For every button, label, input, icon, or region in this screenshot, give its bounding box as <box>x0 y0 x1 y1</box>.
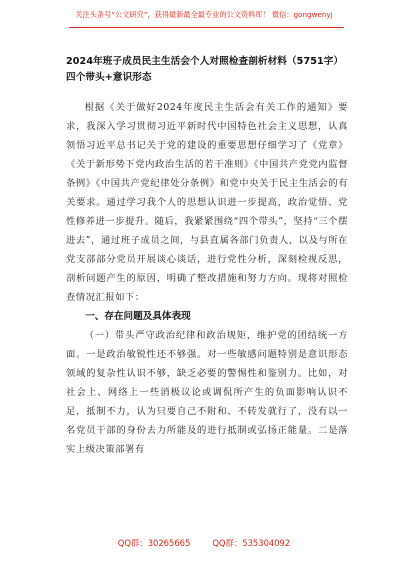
header-divider <box>69 27 344 28</box>
section-paragraph: （一）带头严守政治纪律和政治规矩，维护党的团结统一方面。一是政治敏锐性还不够强。对一些敏感问题特别是意识形态领域的复杂性认识不够，缺乏必要的警惕性和鉴别力。比如，对社会上、网络上一些消极议论或调侃所产生的负面影响认识不足，抵制不力，认为只要自己不附和、不转发就行了，没有以一名党员干部的身份去力所能及的进行抵制或弘扬正能量。二是落实上级决策部署有 <box>66 330 348 455</box>
document-title: 2024年班子成员民主生活会个人对照检查剖析材料（5751字）四个带头+意识形态 <box>66 56 344 83</box>
intro-paragraph: 根据《关于做好2024年度民主生活会有关工作的通知》要求，我深入学习贯彻习近平新时代中国特色社会主义思想，认真领悟习近平总书记关于党的建设的重要思想仔细学习了《党章》《关于新形势下党内政治生活的若干准则》《中国共产党党内监督条例》《中国共产党纪律处分条例》和党中央关于民主生活会的有关要求。通过学习我个人的思想认识进一步提高，政治觉悟、党性修养进一步提升。随后，我紧紧围绕“四个带头”，坚持“三个摆进去”，通过班子成员之间，与县直属各部门负责人，以及与所在党支部部分党员开展谈心谈话，进行党性分析，深刻检视反思，剖析问题产生的原因，明确了整改措施和努力方向。现将对照检查情况汇报如下： <box>66 102 348 303</box>
section-heading: 一、存在问题及具体表现 <box>85 311 191 322</box>
footer-qq-group-2: QQ群：535304092 <box>212 538 291 548</box>
footer-contact <box>0 537 408 549</box>
document-body <box>66 54 348 459</box>
header-promo-note: 关注头条号“公文研究”，获得最新最全最专业的公文资料库！ 微信：gongwenyj <box>75 10 333 19</box>
footer-qq-group-1: QQ群：30265665 <box>117 538 191 548</box>
